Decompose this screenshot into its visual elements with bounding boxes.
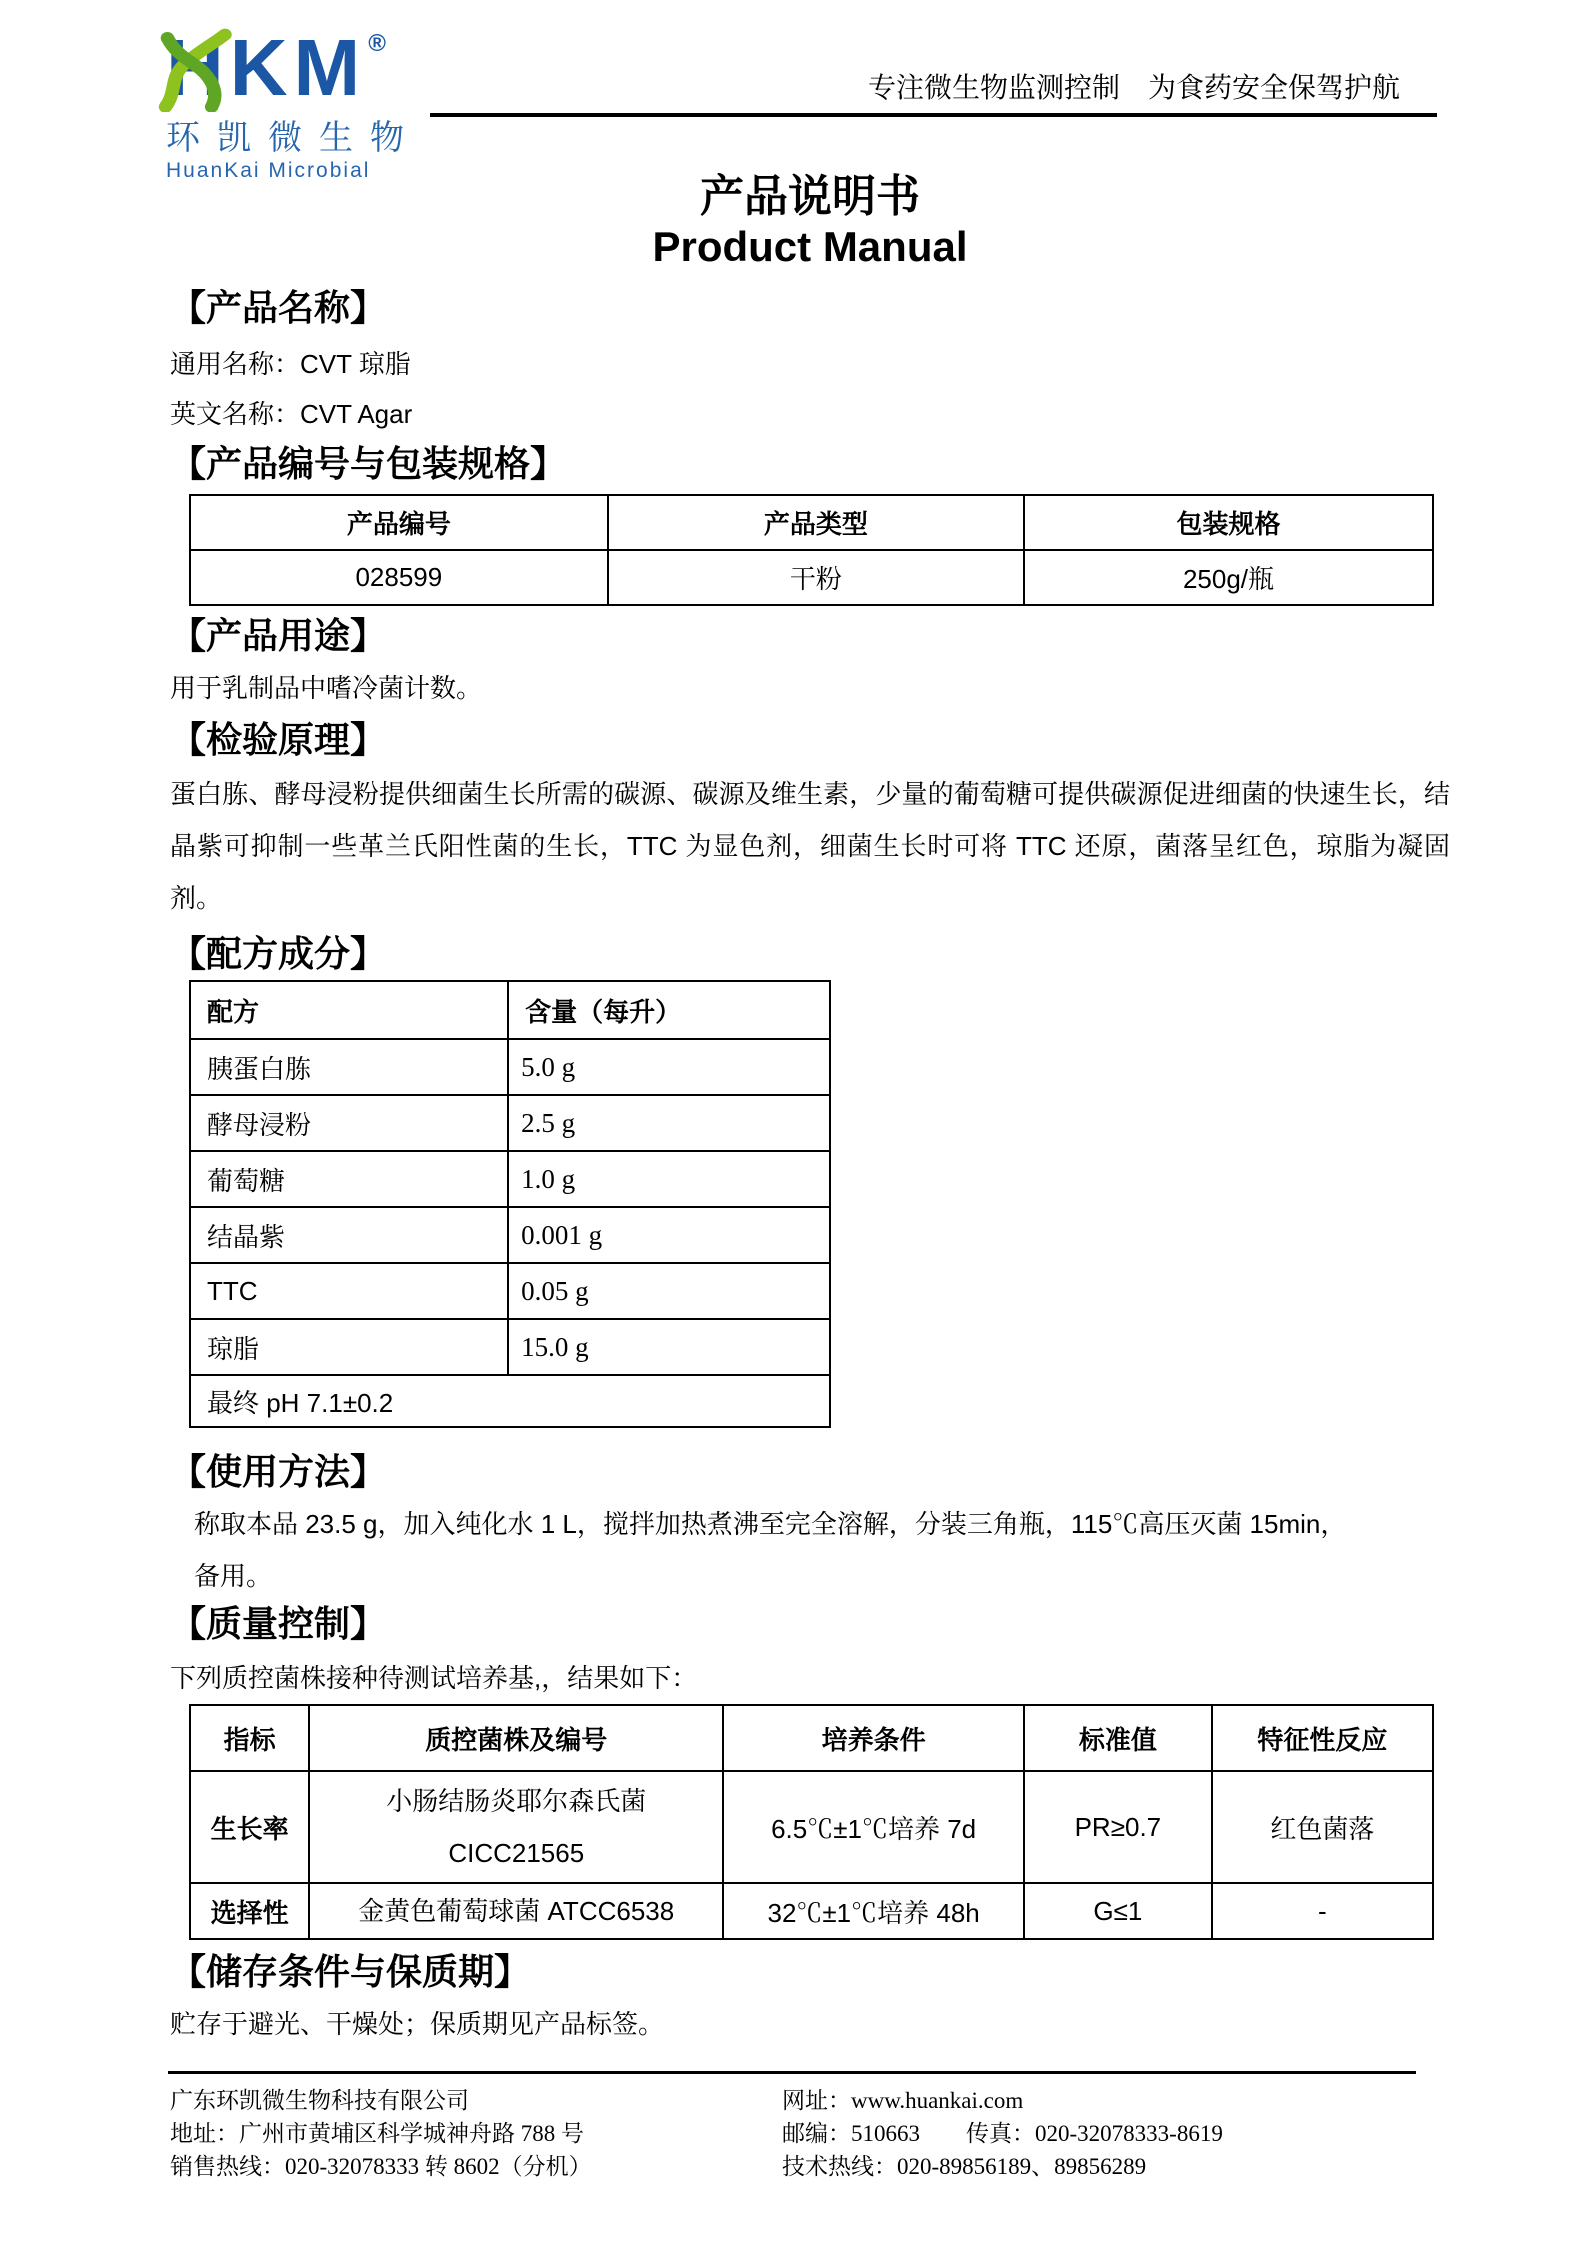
strain-number: CICC21565 (448, 1838, 585, 1868)
ingredient-cell: 结晶紫 (190, 1207, 508, 1263)
ingredient-cell: 琼脂 (190, 1319, 508, 1375)
section-heading-storage: 【储存条件与保质期】 (170, 1951, 531, 1992)
principle-text: 蛋白胨、酵母浸粉提供细菌生长所需的碳源、碳源及维生素，少量的葡萄糖可提供碳源促进细菌的快速生长，结晶紫可抑制一些革兰氏阳性菌的生长，TTC 为显色剂，细菌生长时可将 TTC 还原，菌落呈红色，琼脂为凝固剂。 (170, 779, 1450, 913)
ingredient-cell: 酵母浸粉 (190, 1095, 508, 1151)
table-row-final-ph (190, 1375, 830, 1427)
registered-trademark-icon: ® (368, 30, 386, 57)
english-name-line: 英文名称：CVT Agar (170, 399, 413, 429)
col-header-reaction: 特征性反应 (1212, 1705, 1433, 1771)
section-heading-product-name: 【产品名称】 (170, 287, 387, 328)
footer (170, 2084, 1420, 2183)
logo-text-hkm: HKM (166, 23, 367, 112)
company-logo (166, 23, 421, 183)
formula-table (189, 980, 831, 1428)
pack-spec-cell: 250g/瓶 (1024, 550, 1433, 605)
section-heading-purpose: 【产品用途】 (170, 615, 387, 656)
table-row-selectivity (190, 1883, 1433, 1939)
footer-company: 广东环凯微生物科技有限公司 (170, 2088, 469, 2113)
col-header-condition: 培养条件 (723, 1705, 1024, 1771)
table-row (190, 1151, 830, 1207)
col-header-product-type: 产品类型 (608, 495, 1024, 550)
footer-sales-hotline: 销售热线：020-32078333 转 8602（分机） (170, 2154, 592, 2179)
footer-postal-fax: 邮编：510663 传真：020-32078333-8619 (782, 2121, 1223, 2146)
common-name-line: 通用名称：CVT 琼脂 (170, 349, 411, 379)
qc-intro-text: 下列质控菌株接种待测试培养基,，结果如下： (170, 1663, 698, 1693)
qc-table (189, 1704, 1434, 1940)
section-heading-principle: 【检验原理】 (170, 719, 387, 760)
section-heading-formula: 【配方成分】 (170, 933, 387, 974)
col-header-product-code: 产品编号 (190, 495, 608, 550)
col-header-amount: 含量（每升） (508, 981, 830, 1039)
strain-name: 金黄色葡萄球菌 ATCC6538 (358, 1896, 675, 1926)
amount-cell: 1.0 g (508, 1151, 830, 1207)
condition-cell: 32℃±1℃培养 48h (723, 1883, 1024, 1939)
ingredient-cell: 胰蛋白胨 (190, 1039, 508, 1095)
ingredient-cell: TTC (190, 1263, 508, 1319)
ingredient-cell: 葡萄糖 (190, 1151, 508, 1207)
strain-name: 小肠结肠炎耶尔森氏菌 (386, 1786, 647, 1816)
table-header-row (190, 981, 830, 1039)
section-heading-method: 【使用方法】 (170, 1451, 387, 1492)
logo-mark (166, 23, 421, 112)
standard-cell: G≤1 (1024, 1883, 1212, 1939)
reaction-cell: - (1212, 1883, 1433, 1939)
reaction-cell: 红色菌落 (1212, 1771, 1433, 1883)
col-header-pack-spec: 包装规格 (1024, 495, 1433, 550)
footer-right-column (782, 2084, 1420, 2183)
final-ph-cell: 最终 pH 7.1±0.2 (190, 1375, 830, 1427)
product-type-cell: 干粉 (608, 550, 1024, 605)
standard-cell: PR≥0.7 (1024, 1771, 1212, 1883)
storage-text: 贮存于避光、干燥处；保质期见产品标签。 (170, 2009, 665, 2039)
footer-website: 网址：www.huankai.com (782, 2088, 1024, 2113)
condition-cell: 6.5℃±1℃培养 7d (723, 1771, 1024, 1883)
amount-cell: 5.0 g (508, 1039, 830, 1095)
table-row (190, 1039, 830, 1095)
dna-helix-icon (154, 26, 250, 112)
document-body (170, 170, 1450, 2042)
section-heading-qc: 【质量控制】 (170, 1603, 387, 1644)
amount-cell: 0.001 g (508, 1207, 830, 1263)
table-row (190, 1095, 830, 1151)
col-header-strain: 质控菌株及编号 (309, 1705, 723, 1771)
table-row (190, 1319, 830, 1375)
purpose-text: 用于乳制品中嗜冷菌计数。 (170, 673, 483, 703)
indicator-cell: 生长率 (190, 1771, 309, 1883)
product-code-cell: 028599 (190, 550, 608, 605)
table-row (190, 1263, 830, 1319)
amount-cell: 0.05 g (508, 1263, 830, 1319)
footer-left-column (170, 2084, 782, 2183)
amount-cell: 15.0 g (508, 1319, 830, 1375)
table-header-row (190, 1705, 1433, 1771)
table-row-growth-rate (190, 1771, 1433, 1883)
table-header-row (190, 495, 1433, 550)
col-header-ingredient: 配方 (190, 981, 508, 1039)
amount-cell: 2.5 g (508, 1095, 830, 1151)
strain-cell (309, 1883, 723, 1939)
table-row (190, 550, 1433, 605)
footer-divider (168, 2071, 1416, 2074)
indicator-cell: 选择性 (190, 1883, 309, 1939)
method-text (170, 1498, 1450, 1602)
col-header-indicator: 指标 (190, 1705, 309, 1771)
packaging-table (189, 494, 1434, 606)
method-text-line2: 备用。 (194, 1561, 273, 1591)
table-row (190, 1207, 830, 1263)
document-title-en: Product Manual (652, 223, 968, 270)
logo-name-en: HuanKai Microbial (166, 159, 371, 182)
footer-address: 地址：广州市黄埔区科学城神舟路 788 号 (170, 2121, 584, 2146)
header-tagline: 专注微生物监测控制 为食药安全保驾护航 (867, 72, 1400, 103)
header-divider (430, 113, 1437, 117)
col-header-standard: 标准值 (1024, 1705, 1212, 1771)
section-heading-packaging: 【产品编号与包装规格】 (170, 443, 567, 484)
method-text-line1: 称取本品 23.5 g，加入纯化水 1 L，搅拌加热煮沸至完全溶解，分装三角瓶，115℃高压灭菌 15min， (194, 1509, 1347, 1539)
logo-name-cn: 环凯微生物 (166, 119, 421, 157)
document-title-cn: 产品说明书 (700, 172, 920, 221)
footer-tech-hotline: 技术热线：020-89856189、89856289 (782, 2154, 1147, 2179)
strain-cell (309, 1771, 723, 1883)
